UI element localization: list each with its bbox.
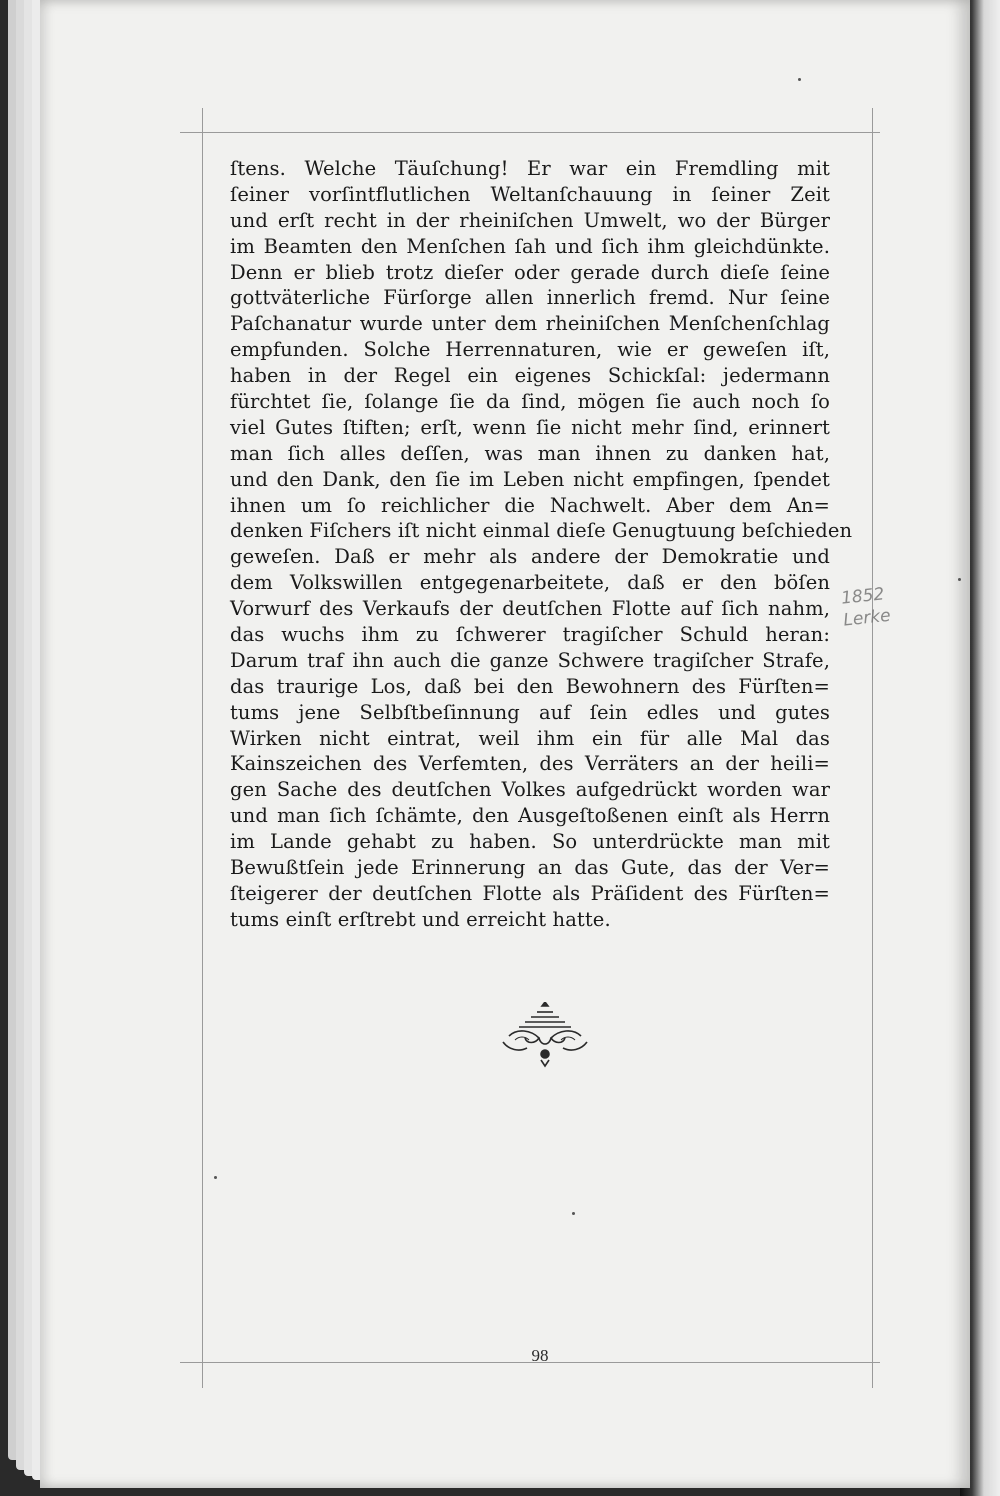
text-line: haben in der Regel ein eigenes Schickſal: jedermann	[230, 364, 830, 388]
text-line: Darum traf ihn auch die ganze Schwere tragiſcher Strafe,	[230, 648, 830, 672]
frame-line-top	[180, 132, 880, 133]
text-line: Denn er blieb trotz dieſer oder gerade durch dieſe ſeine	[230, 260, 830, 284]
frame-line-right	[872, 108, 873, 1388]
text-line: tums jene Selbſtbeſinnung auf ſein edles und gutes	[230, 700, 830, 724]
text-line: Wirken nicht eintrat, weil ihm ein für alle Mal das	[230, 726, 830, 750]
text-line: denken Fiſchers iſt nicht einmal dieſe Genugtuung beſchieden	[230, 519, 853, 543]
frame-line-left	[202, 108, 203, 1388]
text-line: geweſen. Daß er mehr als andere der Demokratie und	[230, 545, 830, 569]
dust-speck	[798, 78, 801, 81]
text-line: und man ſich ſchämte, den Ausgeſtoßenen einſt als Herrn	[230, 804, 830, 828]
dust-speck	[572, 1212, 575, 1215]
handwritten-margin-note	[840, 581, 916, 648]
text-line: gen Sache des deutſchen Volkes aufgedrückt worden war	[230, 778, 830, 802]
text-line: im Beamten den Menſchen ſah und ſich ihm gleichdünkte.	[230, 234, 830, 258]
margin-note-word: Lerke	[842, 605, 892, 631]
text-line: ihnen um ſo reichlicher die Nachwelt. Aber dem An=	[230, 493, 830, 517]
margin-note-year: 1852	[840, 584, 886, 609]
text-line: Kainszeichen des Verfemten, des Verräters an der heili=	[230, 752, 830, 776]
text-line: das traurige Los, daß bei den Bewohnern des Fürſten=	[230, 674, 830, 698]
text-line: viel Gutes ſtiften; erſt, wenn ſie nicht mehr ſind, erinnert	[230, 415, 830, 439]
book-page	[40, 0, 970, 1488]
text-line: empfunden. Solche Herrennaturen, wie er geweſen iſt,	[230, 338, 830, 362]
body-text	[230, 156, 853, 933]
text-line: ſtens. Welche Täuſchung! Er war ein Fremdling mit	[230, 157, 830, 180]
text-line: Vorwurf des Verkaufs der deutſchen Flotte auf ſich nahm,	[230, 597, 830, 621]
text-line: das wuchs ihm zu ſchwerer tragiſcher Schuld heran:	[230, 623, 830, 647]
text-line: und den Dank, den ſie im Leben nicht empfingen, ſpendet	[230, 467, 830, 491]
text-line: Bewußtſein jede Erinnerung an das Gute, das der Ver=	[230, 856, 830, 880]
text-line: dem Volkswillen entgegenarbeitete, daß er den böſen	[230, 571, 830, 595]
text-line: fürchtet ſie, ſolange ſie da ſind, mögen ſie auch noch ſo	[230, 390, 830, 414]
page-number: 98	[531, 1346, 549, 1365]
text-line: gottväterliche Fürſorge allen innerlich fremd. Nur ſeine	[230, 286, 830, 310]
text-line: im Lande gehabt zu haben. So unterdrückte man mit	[230, 830, 830, 854]
text-line: Paſchanatur wurde unter dem rheiniſchen Menſchenſchlag	[230, 312, 830, 336]
text-line: und erſt recht in der rheiniſchen Umwelt, wo der Bürger	[230, 208, 830, 232]
dust-speck	[958, 578, 961, 581]
ornament-vignette-icon	[495, 1002, 595, 1074]
text-line: ſeiner vorſintflutlichen Weltanſchauung in ſeiner Zeit	[230, 182, 830, 206]
text-line: ſteigerer der deutſchen Flotte als Präſident des Fürſten=	[230, 881, 830, 905]
dust-speck	[214, 1176, 217, 1179]
text-line: tums einſt erſtrebt und erreicht hatte.	[230, 907, 611, 931]
text-line: man ſich alles deſſen, was man ihnen zu danken hat,	[230, 441, 830, 465]
